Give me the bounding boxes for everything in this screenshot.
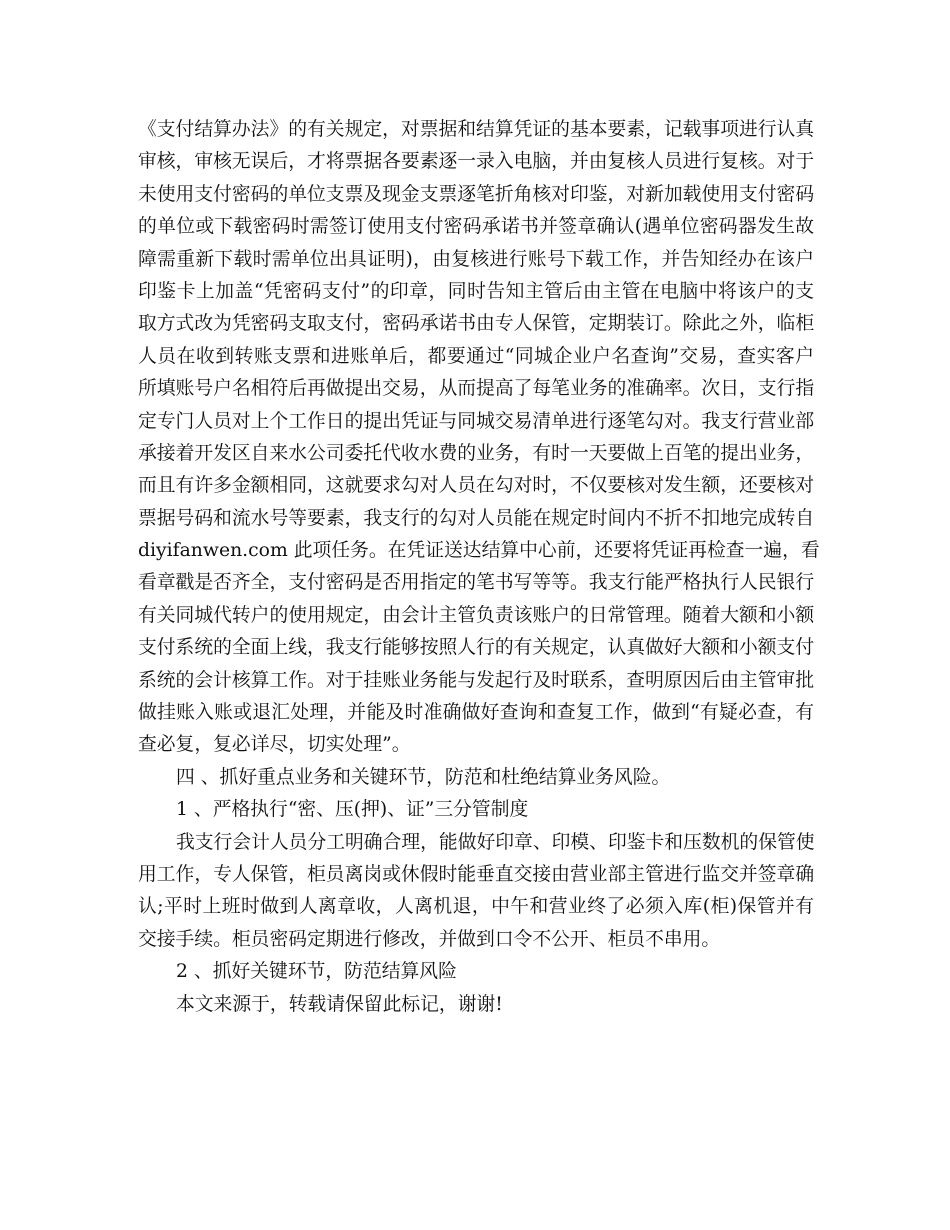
text-line: 取方式改为凭密码支取支付，密码承诺书由专人保管，定期装订。除此之外，临柜 (138, 313, 815, 335)
section-heading: 四 、抓好重点业务和关键环节，防范和杜绝结算业务风险。 (176, 766, 671, 788)
text-line: 我支行会计人员分工明确合理，能做好印章、印模、印鉴卡和压数机的保管使 (176, 831, 815, 853)
text-line: 看章戳是否齐全，支付密码是否用指定的笔书写等等。我支行能严格执行人民银行 (138, 572, 815, 594)
paragraph-settlement-review (138, 114, 820, 762)
text-line: 做挂账入账或退汇处理，并能及时准确做好查询和查复工作，做到“有疑必查，有 (138, 702, 814, 724)
text-line: 认;平时上班时做到人离章收，人离机退，中午和营业终了必须入库(柜)保管并有 (138, 896, 814, 918)
text-line: 有关同城代转户的使用规定，由会计主管负责该账户的日常管理。随着大额和小额 (138, 604, 815, 626)
paragraph-seal-management (138, 827, 814, 957)
text-line: 人员在收到转账支票和进账单后，都要通过“同城企业户名查询”交易，查实客户 (138, 345, 814, 367)
text-line: 交接手续。柜员密码定期进行修改，并做到口令不公开、柜员不串用。 (138, 928, 721, 950)
text-line: diyifanwen.com 此项任务。在凭证送达结算中心前，还要将凭证再检查一遍，看 (138, 540, 820, 562)
text-line: 所填账号户名相符后再做提出交易，从而提高了每笔业务的准确率。次日，支行指 (138, 378, 815, 400)
text-line: 系统的会计核算工作。对于挂账业务能与发起行及时联系，查明原因后由主管审批 (138, 669, 815, 691)
text-line: 未使用支付密码的单位支票及现金支票逐笔折角核对印鉴，对新加载使用支付密码 (138, 183, 815, 205)
text-line: 支付系统的全面上线，我支行能够按照人行的有关规定，认真做好大额和小额支付 (138, 637, 815, 659)
text-line: 障需重新下载时需单位出具证明)，由复核进行账号下载工作，并告知经办在该户 (138, 248, 814, 270)
text-line: 印鉴卡上加盖“凭密码支付”的印章，同时告知主管后由主管在电脑中将该户的支 (138, 280, 814, 302)
source-note: 本文来源于，转载请保留此标记，谢谢! (176, 993, 503, 1015)
text-line: 审核，审核无误后，才将票据各要素逐一录入电脑，并由复核人员进行复核。对于 (138, 151, 815, 173)
text-line: 票据号码和流水号等要素，我支行的勾对人员能在规定时间内不折不扣地完成转自 (138, 507, 815, 529)
subsection-heading: 2 、抓好关键环节，防范结算风险 (176, 961, 457, 983)
text-line: 而且有许多金额相同，这就要求勾对人员在勾对时，不仅要核对发生额，还要核对 (138, 475, 815, 497)
text-line: 承接着开发区自来水公司委托代收水费的业务，有时一天要做上百笔的提出业务， (138, 442, 815, 464)
text-line: 的单位或下载密码时需签订使用支付密码承诺书并签章确认(遇单位密码器发生故 (138, 216, 814, 238)
text-line: 定专门人员对上个工作日的提出凭证与同城交易清单进行逐笔勾对。我支行营业部 (138, 410, 815, 432)
subsection-heading: 1 、严格执行“密、压(押)、证”三分管制度 (176, 799, 529, 821)
text-line: 《支付结算办法》的有关规定，对票据和结算凭证的基本要素，记载事项进行认真 (138, 119, 815, 140)
text-line: 用工作，专人保管，柜员离岗或休假时能垂直交接由营业部主管进行监交并签章确 (138, 863, 815, 885)
text-line: 查必复，复必详尽，切实处理”。 (138, 734, 411, 756)
document-body (138, 114, 820, 1021)
